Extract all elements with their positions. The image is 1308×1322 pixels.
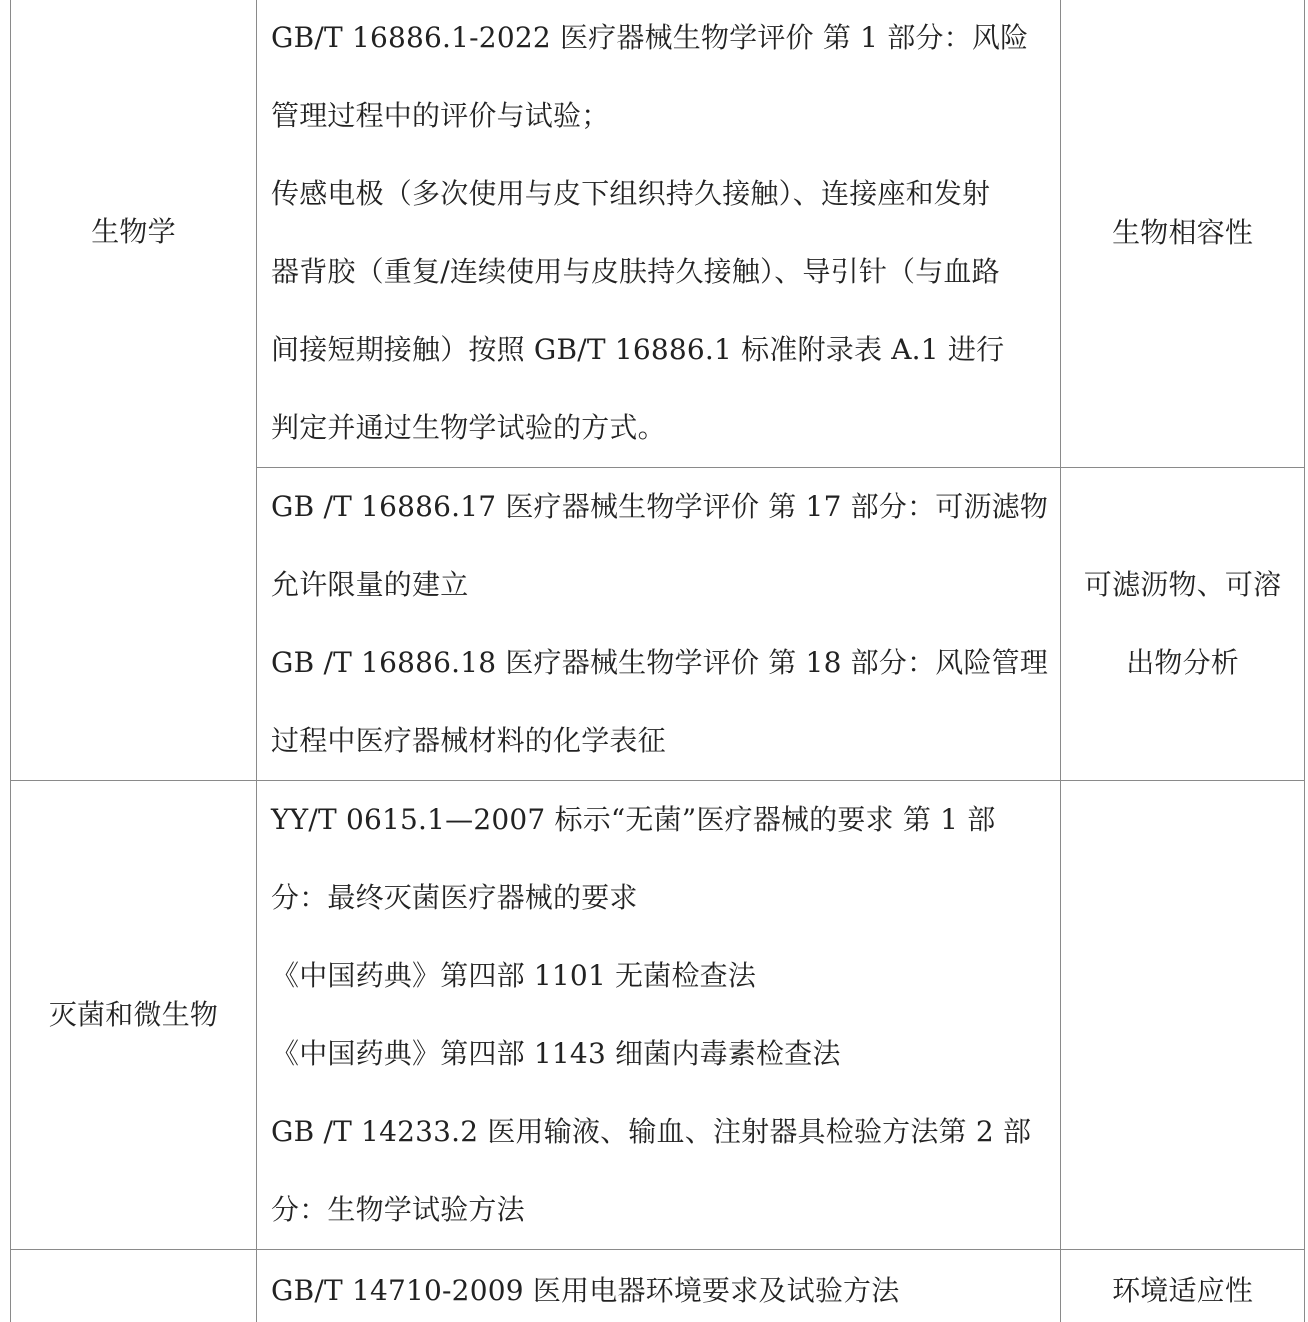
standard-line: GB /T 16886.18 医疗器械生物学评价 第 18 部分：风险管理 (271, 646, 1049, 679)
standard-line: 传感电极（多次使用与皮下组织持久接触）、连接座和发射 (271, 177, 991, 210)
category-cell (11, 1250, 257, 1322)
result-label: 生物相容性 (1112, 216, 1254, 249)
standard-line: 过程中医疗器械材料的化学表征 (271, 724, 666, 757)
standard-line: 《中国药典》第四部 1101 无菌检查法 (271, 959, 757, 992)
standard-line: GB /T 16886.17 医疗器械生物学评价 第 17 部分：可沥滤物 (271, 490, 1049, 523)
standard-line: GB /T 14233.2 医用输液、输血、注射器具检验方法第 2 部 (271, 1115, 1032, 1148)
result-label: 出物分析 (1126, 646, 1239, 679)
result-label: 环境适应性 (1112, 1274, 1254, 1307)
standard-line: YY/T 0615.1—2007 标示“无菌”医疗器械的要求 第 1 部 (271, 803, 996, 836)
standard-line: GB/T 14710-2009 医用电器环境要求及试验方法 (271, 1274, 900, 1307)
standard-line: 管理过程中的评价与试验； (271, 99, 610, 132)
standards-cell (257, 468, 1061, 781)
standard-line: 判定并通过生物学试验的方式。 (271, 411, 666, 444)
result-label: 可滤沥物、可溶 (1083, 568, 1282, 601)
category-cell (11, 781, 257, 1250)
result-cell (1061, 468, 1305, 781)
category-label: 灭菌和微生物 (48, 998, 219, 1031)
result-cell (1061, 0, 1305, 468)
standard-line: 分：生物学试验方法 (271, 1193, 525, 1226)
standards-cell (257, 1250, 1061, 1322)
standards-table (10, 0, 1305, 1322)
table-row (11, 781, 1305, 1250)
standard-line: 分：最终灭菌医疗器械的要求 (271, 881, 638, 914)
standard-line: 允许限量的建立 (271, 568, 469, 601)
standard-line: 器背胶（重复/连续使用与皮肤持久接触）、导引针（与血路 (271, 255, 1000, 288)
standard-line: 间接短期接触）按照 GB/T 16886.1 标准附录表 A.1 进行 (271, 333, 1005, 366)
standards-cell (257, 781, 1061, 1250)
table-row (11, 1250, 1305, 1322)
result-cell (1061, 1250, 1305, 1322)
standard-line: GB/T 16886.1-2022 医疗器械生物学评价 第 1 部分：风险 (271, 21, 1029, 54)
category-cell (11, 0, 257, 781)
standards-cell (257, 0, 1061, 468)
result-cell (1061, 781, 1305, 1250)
category-label: 生物学 (91, 215, 176, 248)
table-row (11, 0, 1305, 468)
standard-line: 《中国药典》第四部 1143 细菌内毒素检查法 (271, 1037, 841, 1070)
